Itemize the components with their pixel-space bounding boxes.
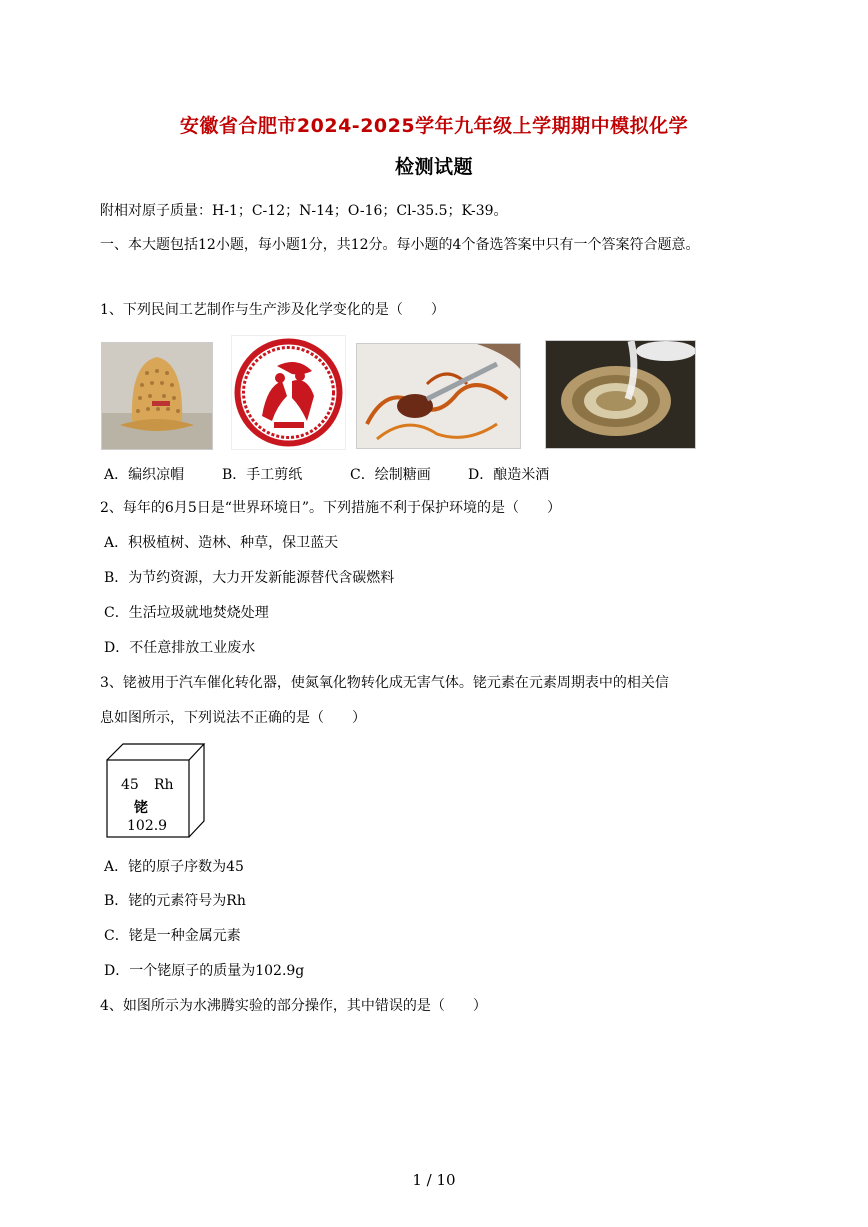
question-1-stem: 1、下列民间工艺制作与生产涉及化学变化的是（ ） xyxy=(100,302,445,318)
q2-option-c[interactable]: C．生活垃圾就地焚烧处理 xyxy=(104,605,269,621)
element-name: 铑 xyxy=(134,800,148,816)
section-intro: 一、本大题包括12小题，每小题1分，共12分。每小题的4个备选答案中只有一个答案符合题意。 xyxy=(100,237,700,253)
element-symbol: Rh xyxy=(154,777,174,793)
question-3-stem-line1: 3、铑被用于汽车催化转化器，使氮氧化物转化成无害气体。铑元素在元素周期表中的相关信 xyxy=(100,675,669,691)
rhodium-element-cell xyxy=(106,743,206,839)
paper-cutting-image xyxy=(231,335,346,450)
question-3-stem-line2: 息如图所示，下列说法不正确的是（ ） xyxy=(100,710,366,726)
q2-option-a[interactable]: A．积极植树、造林、种草，保卫蓝天 xyxy=(104,535,339,551)
question-2-stem: 2、每年的6月5日是“世界环境日”。下列措施不利于保护环境的是（ ） xyxy=(100,500,562,516)
q2-option-d[interactable]: D．不任意排放工业废水 xyxy=(104,640,256,656)
q1-option-d[interactable]: D．酿造米酒 xyxy=(468,467,550,483)
q3-option-a[interactable]: A．铑的原子序数为45 xyxy=(104,859,244,875)
atomic-number: 45 xyxy=(121,777,139,793)
atomic-mass: 102.9 xyxy=(127,818,168,834)
atomic-mass-note: 附相对原子质量：H-1；C-12；N-14；O-16；Cl-35.5；K-39。 xyxy=(100,203,508,219)
document-title: 安徽省合肥市2024-2025学年九年级上学期期中模拟化学 xyxy=(179,115,689,137)
q3-option-b[interactable]: B．铑的元素符号为Rh xyxy=(104,893,246,909)
q1-option-a[interactable]: A．编织凉帽 xyxy=(104,467,185,483)
q3-option-c[interactable]: C．铑是一种金属元素 xyxy=(104,928,241,944)
q1-option-b[interactable]: B．手工剪纸 xyxy=(222,467,303,483)
document-subtitle: 检测试题 xyxy=(394,156,473,178)
page-number: 1 / 10 xyxy=(412,1171,456,1189)
q1-option-c[interactable]: C．绘制糖画 xyxy=(350,467,431,483)
question-4-stem: 4、如图所示为水沸腾实验的部分操作，其中错误的是（ ） xyxy=(100,998,487,1014)
rice-wine-brewing-image xyxy=(545,340,696,449)
q2-option-b[interactable]: B．为节约资源，大力开发新能源替代含碳燃料 xyxy=(104,570,395,586)
sugar-painting-image xyxy=(356,343,521,449)
woven-hat-image xyxy=(101,342,213,450)
q3-option-d[interactable]: D．一个铑原子的质量为102.9g xyxy=(104,963,305,979)
